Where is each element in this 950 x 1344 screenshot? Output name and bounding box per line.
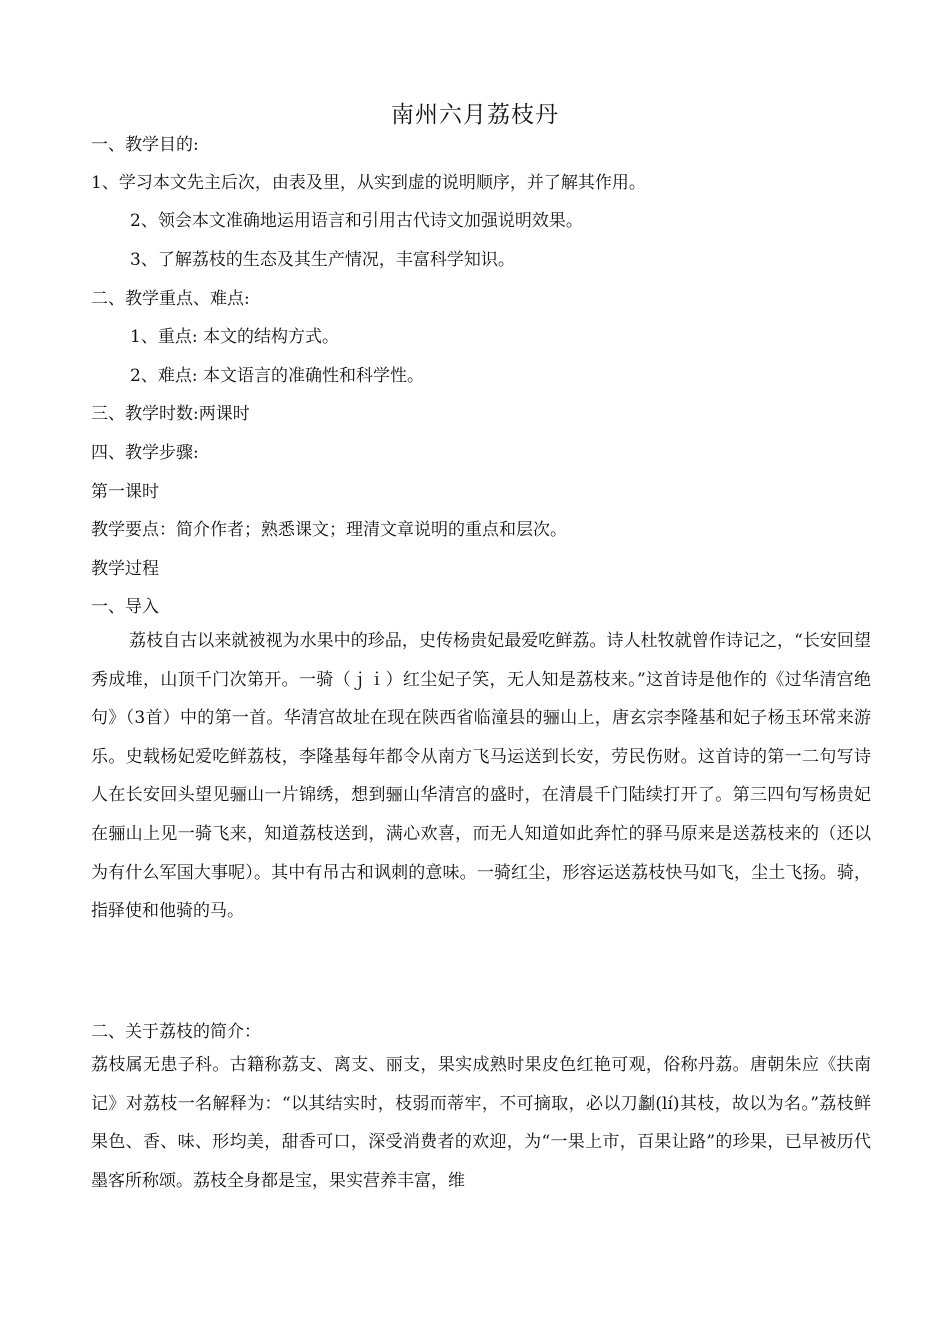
teaching-process-heading: 教学过程: [91, 559, 159, 579]
difficulty-point: 2、难点: 本文语言的准确性和科学性。: [130, 366, 424, 386]
heading-steps: 四、教学步骤:: [91, 443, 199, 463]
lesson-key-points: 教学要点：简介作者；熟悉课文；理清文章说明的重点和层次。: [91, 520, 567, 540]
intro-paragraph-text: 荔枝自古以来就被视为水果中的珍品，史传杨贵妃最爱吃鲜荔。诗人杜牧就曾作诗记之，“长安回望秀成堆，山顶千门次第开。一骑（ｊｉ）红尘妃子笑，无人知是荔枝来。”这首诗是他作的《过华清宫绝句》（3首）中的第一首。华清宫故址在现在陕西省临潼县的骊山上，唐玄宗李隆基和妃子杨玉环常来游乐。史载杨妃爱吃鲜荔枝，李隆基每年都令从南方飞马运送到长安，劳民伤财。这首诗的第一二句写诗人在长安回头望见骊山一片锦绣，想到骊山华清宫的盛时，在清晨千门陆续打开了。第三四句写杨贵妃在骊山上见一骑飞来，知道荔枝送到，满心欢喜，而无人知道如此奔忙的驿马原来是送荔枝来的（还以为有什么军国大事呢）。其中有吊古和讽刺的意味。一骑红尘，形容运送荔枝快马如飞，尘土飞扬。骑，指驿使和他骑的马。: [91, 631, 871, 922]
intro-paragraph: [91, 622, 871, 931]
heading-class-hours: 三、教学时数:两课时: [91, 404, 250, 424]
document-title: 南州六月荔枝丹: [391, 102, 559, 128]
first-lesson-heading: 第一课时: [91, 482, 159, 502]
intro-heading: 一、导入: [91, 597, 159, 617]
objective-1: 1、学习本文先主后次，由表及里，从实到虚的说明顺序，并了解其作用。: [91, 173, 646, 193]
objective-3: 3、了解荔枝的生态及其生产情况，丰富科学知识。: [130, 250, 515, 270]
heading-objectives: 一、教学目的:: [91, 135, 199, 155]
key-point: 1、重点: 本文的结构方式。: [130, 327, 339, 347]
objective-2: 2、领会本文准确地运用语言和引用古代诗文加强说明效果。: [130, 211, 583, 231]
section2-heading: 二、关于荔枝的简介：: [91, 1022, 261, 1042]
section2-paragraph: 荔枝属无患子科。古籍称荔支、离支、丽支，果实成熟时果皮色红艳可观，俗称丹荔。唐朝朱应《扶南记》对荔枝一名解释为：“以其结实时，枝弱而蒂牢，不可摘取，必以刀劙(lí)其枝，故以为名。”荔枝鲜果色、香、味、形均美，甜香可口，深受消费者的欢迎，为“一果上市，百果让路”的珍果，已早被历代墨客所称颂。荔枝全身都是宝，果实营养丰富，维: [91, 1055, 871, 1191]
heading-key-points: 二、教学重点、难点:: [91, 289, 250, 309]
